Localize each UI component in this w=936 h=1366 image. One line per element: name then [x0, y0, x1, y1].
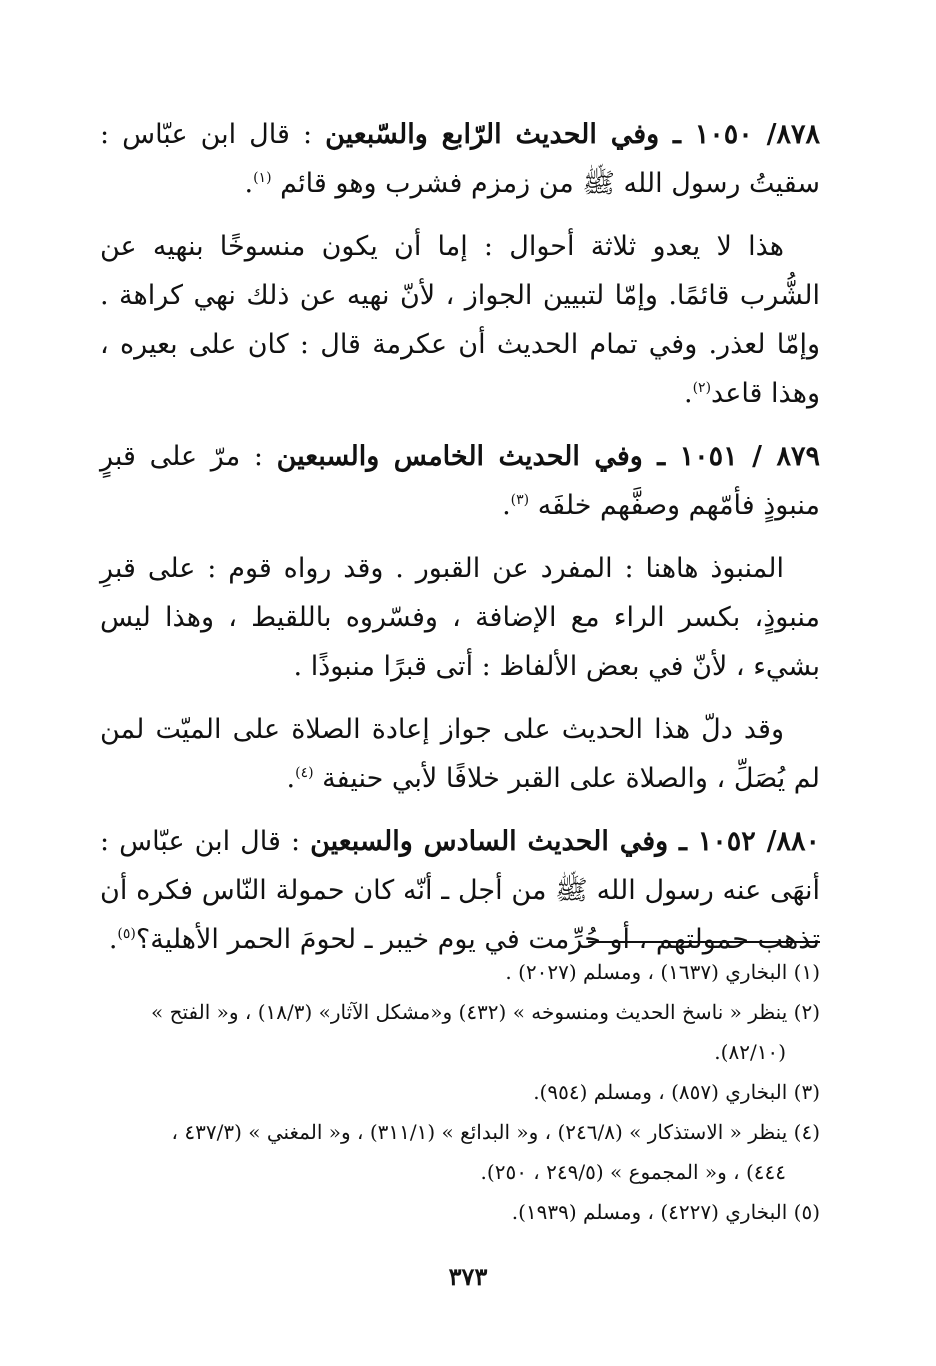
- commentary-paragraph: وقد دلّ هذا الحديث على جواز إعادة الصلاة على الميّت لمن لم يُصَلِّ ، والصلاة على القبر خلافًا لأبي حنيفة $^{(٤)}$.: [100, 714, 820, 794]
- hadith-number: ٨٨٠/ ١٠٥٢: [697, 826, 820, 857]
- commentary-text: المنبوذ هاهنا : المفرد عن القبور . وقد رواه قوم : على قبرِ منبوذٍ، بكسر الراء مع الإضافة ، وفسّروه باللقيط ، وهذا ليس بشيء ، لأنّ في بعض الألفاظ : أتى قبرًا منبوذًا .: [100, 553, 820, 682]
- main-text: [100, 110, 820, 978]
- hadith-heading: وفي الحديث الرّابع والسّبعين: [325, 119, 660, 150]
- commentary-paragraph: [100, 544, 820, 691]
- hadith-text: : مرّ على قبرٍ منبوذٍ فأمّهم وصفَّهم خلفَه: [100, 441, 820, 521]
- footnote: (٣) البخاري (٨٥٧) ، ومسلم (٩٥٤).: [533, 1080, 820, 1104]
- footnote: (٢) ينظر « ناسخ الحديث ومنسوخه » (٤٣٢) و«مشكل الآثار» (١٨/٣) ، و« الفتح » (٨٢/١٠).: [150, 1000, 820, 1064]
- footnote-ref: (٣): [510, 492, 530, 508]
- hadith-paragraph: ٨٧٩ / ١٠٥١ ـ وفي الحديث الخامس والسبعين : مرّ على قبرٍ منبوذٍ فأمّهم وصفَّهم خلفَه $^{(٣)}$.: [100, 441, 820, 521]
- footnote: (١) البخاري (١٦٣٧) ، ومسلم (٢٠٢٧) .: [505, 960, 820, 984]
- footnote: (٤) ينظر « الاستذكار » (٢٤٦/٨) ، و« البدائع » (٣١١/١) ، و« المغني » (٤٣٧/٣ ، ٤٤٤) ، و« المجموع » (٢٤٩/٥ ، ٢٥٠).: [171, 1120, 820, 1184]
- hadith-text: : قال ابن عبّاس : أنهَى عنه رسول الله ﷺ من أجل ـ أنّه كان حمولة النّاس فكره أن تذهب حمولتهم ، أو حُرِّمت في يوم خيبر ـ لحومَ الحمر الأهلية؟: [100, 826, 820, 955]
- footnote-ref: (١): [253, 170, 272, 186]
- footnote: (٥) البخاري (٤٢٢٧) ، ومسلم (١٩٣٩).: [511, 1200, 820, 1224]
- page-number: ٣٧٣: [448, 1262, 488, 1291]
- footnotes: [100, 952, 820, 1232]
- hadith-paragraph: ٨٨٠/ ١٠٥٢ ـ وفي الحديث السادس والسبعين : قال ابن عبّاس : أنهَى عنه رسول الله ﷺ من أجل ـ أنّه كان حمولة النّاس فكره أن تذهب حمولتهم ، أو حُرِّمت في يوم خيبر ـ لحومَ الحمر الأهلية؟$^{(٥)}$.: [100, 826, 820, 955]
- hadith-number: ٨٧٩ / ١٠٥١: [679, 441, 820, 472]
- hadith-heading: وفي الحديث الخامس والسبعين: [276, 441, 643, 472]
- footnote-divider: [588, 941, 820, 943]
- hadith-text: : قال ابن عبّاس : سقيتُ رسول الله ﷺ من زمزم فشرب وهو قائم: [100, 119, 820, 199]
- footnote-ref: (٢): [692, 380, 712, 396]
- commentary-paragraph: هذا لا يعدو ثلاثة أحوال : إما أن يكون منسوخًا بنهيه عن الشُّرب قائمًا. وإمّا لتبيين الجواز ، لأنّ نهيه عن ذلك نهي كراهة . وإمّا لعذر. وفي تمام الحديث أن عكرمة قال : كان على بعيره ، وهذا قاعد$^{(٢)}$.: [100, 231, 820, 409]
- footnote-ref: (٤): [295, 765, 314, 781]
- commentary-text: وقد دلّ هذا الحديث على جواز إعادة الصلاة على الميّت لمن لم يُصَلِّ ، والصلاة على القبر خلافًا لأبي حنيفة: [100, 714, 820, 794]
- commentary-text: هذا لا يعدو ثلاثة أحوال : إما أن يكون منسوخًا بنهيه عن الشُّرب قائمًا. وإمّا لتبيين الجواز ، لأنّ نهيه عن ذلك نهي كراهة . وإمّا لعذر. وفي تمام الحديث أن عكرمة قال : كان على بعيره ، وهذا قاعد: [100, 231, 820, 409]
- hadith-number: ٨٧٨/ ١٠٥٠: [694, 119, 820, 150]
- hadith-heading: وفي الحديث السادس والسبعين: [310, 826, 669, 857]
- footnote-ref: (٥): [117, 926, 136, 942]
- hadith-paragraph: ٨٧٨/ ١٠٥٠ ـ وفي الحديث الرّابع والسّبعين : قال ابن عبّاس : سقيتُ رسول الله ﷺ من زمزم فشرب وهو قائم $^{(١)}$.: [100, 119, 820, 199]
